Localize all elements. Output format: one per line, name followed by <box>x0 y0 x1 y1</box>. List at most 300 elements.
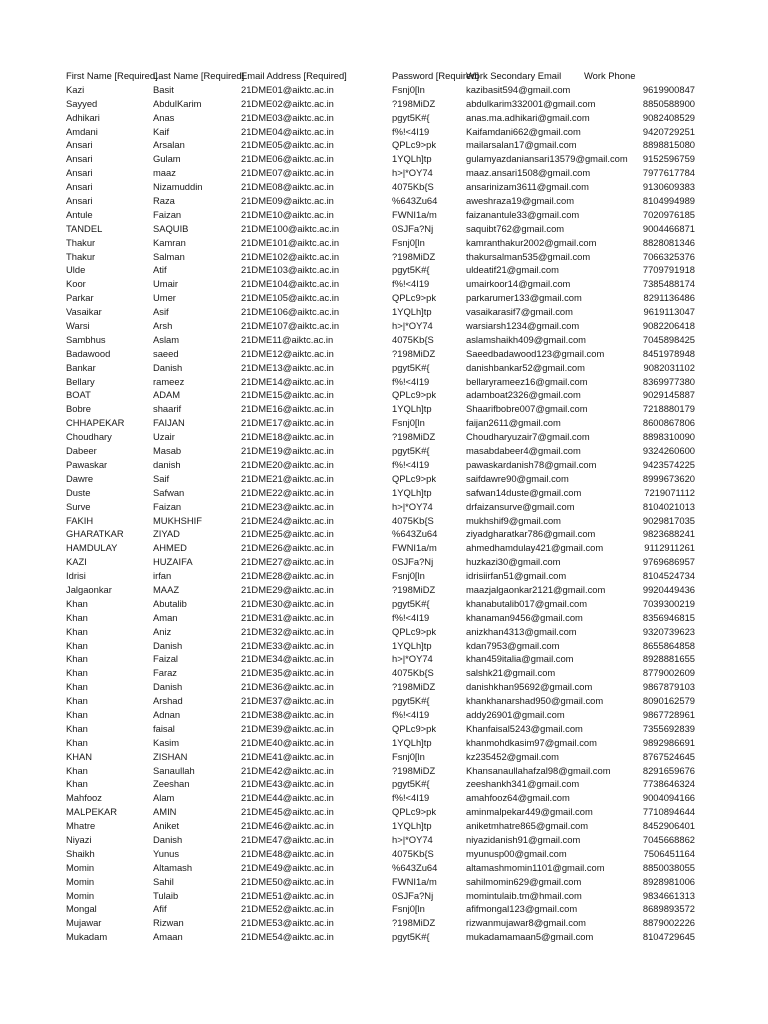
work-phone-cell[interactable]: 8928981006 <box>642 875 695 887</box>
email-cell[interactable]: 21DME22@aiktc.ac.in <box>241 486 334 498</box>
work-phone-cell[interactable]: 9867728961 <box>642 708 695 720</box>
work-phone-cell[interactable]: 9130609383 <box>642 181 695 193</box>
first-name-cell[interactable]: Shaikh <box>66 847 95 859</box>
work-phone-cell[interactable]: 7066325376 <box>642 250 695 262</box>
last-name-cell[interactable]: MUKHSHIF <box>153 514 202 526</box>
work-phone-cell[interactable]: 8369977380 <box>642 375 695 387</box>
work-phone-cell[interactable]: 8600867806 <box>642 417 695 429</box>
email-cell[interactable]: 21DME25@aiktc.ac.in <box>241 528 334 540</box>
first-name-cell[interactable]: Idrisi <box>66 570 86 582</box>
email-cell[interactable]: 21DME47@aiktc.ac.in <box>241 833 334 845</box>
work-phone-cell[interactable]: 9619900847 <box>642 83 695 95</box>
email-cell[interactable]: 21DME31@aiktc.ac.in <box>241 611 334 623</box>
secondary-email-cell[interactable]: sahilmomin629@gmail.com <box>466 875 582 887</box>
email-cell[interactable]: 21DME105@aiktc.ac.in <box>241 292 340 304</box>
secondary-email-cell[interactable]: kamranthakur2002@gmail.com <box>466 236 597 248</box>
first-name-cell[interactable]: Khan <box>66 625 88 637</box>
last-name-cell[interactable]: Altamash <box>153 861 193 873</box>
last-name-cell[interactable]: Nizamuddin <box>153 181 203 193</box>
first-name-cell[interactable]: Mhatre <box>66 820 96 832</box>
password-cell[interactable]: ?198MiDZ <box>392 250 436 262</box>
secondary-email-cell[interactable]: khanaman9456@gmail.com <box>466 611 583 623</box>
first-name-cell[interactable]: Pawaskar <box>66 458 108 470</box>
email-cell[interactable]: 21DME07@aiktc.ac.in <box>241 167 334 179</box>
secondary-email-cell[interactable]: ziyadgharatkar786@gmail.com <box>466 528 596 540</box>
password-cell[interactable]: ?198MiDZ <box>392 681 436 693</box>
last-name-cell[interactable]: Aslam <box>153 333 180 345</box>
email-cell[interactable]: 21DME39@aiktc.ac.in <box>241 722 334 734</box>
work-phone-cell[interactable]: 8104021013 <box>642 500 695 512</box>
email-cell[interactable]: 21DME41@aiktc.ac.in <box>241 750 334 762</box>
password-cell[interactable]: 0SJFa?Nj <box>392 556 434 568</box>
work-phone-cell[interactable]: 7738646324 <box>642 778 695 790</box>
email-cell[interactable]: 21DME104@aiktc.ac.in <box>241 278 340 290</box>
last-name-cell[interactable]: Danish <box>153 681 183 693</box>
secondary-email-cell[interactable]: vasaikarasif7@gmail.com <box>466 306 573 318</box>
header-secondary-email[interactable]: Work Secondary Email <box>466 70 562 81</box>
first-name-cell[interactable]: Bobre <box>66 403 92 415</box>
password-cell[interactable]: QPLc9>pk <box>392 625 437 637</box>
email-cell[interactable]: 21DME102@aiktc.ac.in <box>241 250 340 262</box>
password-cell[interactable]: pgyt5K#{ <box>392 778 430 790</box>
email-cell[interactable]: 21DME16@aiktc.ac.in <box>241 403 334 415</box>
last-name-cell[interactable]: Aniket <box>153 820 180 832</box>
first-name-cell[interactable]: GHARATKAR <box>66 528 124 540</box>
email-cell[interactable]: 21DME33@aiktc.ac.in <box>241 639 334 651</box>
work-phone-cell[interactable]: 9152596759 <box>642 153 695 165</box>
last-name-cell[interactable]: Kaif <box>153 125 170 137</box>
secondary-email-cell[interactable]: uldeatif21@gmail.com <box>466 264 559 276</box>
password-cell[interactable]: pgyt5K#{ <box>392 111 430 123</box>
last-name-cell[interactable]: Arshad <box>153 695 183 707</box>
password-cell[interactable]: f%!<4I19 <box>392 375 430 387</box>
first-name-cell[interactable]: Ansari <box>66 153 93 165</box>
work-phone-cell[interactable]: 9004094166 <box>642 792 695 804</box>
email-cell[interactable]: 21DME26@aiktc.ac.in <box>241 542 334 554</box>
work-phone-cell[interactable]: 8291136486 <box>643 292 695 304</box>
email-cell[interactable]: 21DME45@aiktc.ac.in <box>241 806 334 818</box>
work-phone-cell[interactable]: 9619113047 <box>643 306 695 318</box>
last-name-cell[interactable]: Zeeshan <box>153 778 190 790</box>
work-phone-cell[interactable]: 9004466871 <box>642 222 695 234</box>
email-cell[interactable]: 21DME30@aiktc.ac.in <box>241 597 334 609</box>
last-name-cell[interactable]: Saif <box>153 472 170 484</box>
first-name-cell[interactable]: Khan <box>66 597 88 609</box>
email-cell[interactable]: 21DME40@aiktc.ac.in <box>241 736 334 748</box>
work-phone-cell[interactable]: 9423574225 <box>642 458 695 470</box>
last-name-cell[interactable]: FAIJAN <box>153 417 185 429</box>
secondary-email-cell[interactable]: mukhshif9@gmail.com <box>466 514 561 526</box>
password-cell[interactable]: ?198MiDZ <box>392 347 436 359</box>
work-phone-cell[interactable]: 7020976185 <box>642 208 695 220</box>
first-name-cell[interactable]: Khan <box>66 708 88 720</box>
secondary-email-cell[interactable]: khanmohdkasim97@gmail.com <box>466 736 597 748</box>
password-cell[interactable]: ?198MiDZ <box>392 917 436 929</box>
work-phone-cell[interactable]: 9112911261 <box>644 542 695 554</box>
secondary-email-cell[interactable]: Choudharyuzair7@gmail.com <box>466 431 590 443</box>
last-name-cell[interactable]: Faizan <box>153 208 182 220</box>
email-cell[interactable]: 21DME06@aiktc.ac.in <box>241 153 334 165</box>
secondary-email-cell[interactable]: faizanantule33@gmail.com <box>466 208 580 220</box>
header-first-name[interactable]: First Name [Required] <box>66 70 158 81</box>
work-phone-cell[interactable]: 7385488174 <box>642 278 695 290</box>
first-name-cell[interactable]: Adhikari <box>66 111 100 123</box>
secondary-email-cell[interactable]: umairkoor14@gmail.com <box>466 278 571 290</box>
work-phone-cell[interactable]: 8689893572 <box>642 903 695 915</box>
email-cell[interactable]: 21DME36@aiktc.ac.in <box>241 681 334 693</box>
password-cell[interactable]: pgyt5K#{ <box>392 931 430 943</box>
last-name-cell[interactable]: Adnan <box>153 708 181 720</box>
password-cell[interactable]: 4075Kb{S <box>392 514 434 526</box>
email-cell[interactable]: 21DME27@aiktc.ac.in <box>241 556 334 568</box>
secondary-email-cell[interactable]: maazjalgaonkar2121@gmail.com <box>466 583 606 595</box>
header-work-phone[interactable]: Work Phone <box>584 70 636 81</box>
email-cell[interactable]: 21DME20@aiktc.ac.in <box>241 458 334 470</box>
secondary-email-cell[interactable]: gulamyazdaniansari13579@gmail.com <box>466 153 628 165</box>
last-name-cell[interactable]: Umair <box>153 278 178 290</box>
first-name-cell[interactable]: Choudhary <box>66 431 112 443</box>
email-cell[interactable]: 21DME37@aiktc.ac.in <box>241 695 334 707</box>
last-name-cell[interactable]: shaarif <box>153 403 182 415</box>
email-cell[interactable]: 21DME35@aiktc.ac.in <box>241 667 334 679</box>
password-cell[interactable]: f%!<4I19 <box>392 611 430 623</box>
last-name-cell[interactable]: Safwan <box>153 486 185 498</box>
secondary-email-cell[interactable]: afifmongal123@gmail.com <box>466 903 578 915</box>
last-name-cell[interactable]: irfan <box>153 570 172 582</box>
first-name-cell[interactable]: KAZI <box>66 556 87 568</box>
password-cell[interactable]: f%!<4I19 <box>392 458 430 470</box>
password-cell[interactable]: pgyt5K#{ <box>392 445 430 457</box>
first-name-cell[interactable]: Mukadam <box>66 931 108 943</box>
password-cell[interactable]: QPLc9>pk <box>392 722 437 734</box>
first-name-cell[interactable]: Niyazi <box>66 833 92 845</box>
work-phone-cell[interactable]: 7218880179 <box>642 403 695 415</box>
work-phone-cell[interactable]: 8767524645 <box>642 750 695 762</box>
first-name-cell[interactable]: Khan <box>66 736 88 748</box>
secondary-email-cell[interactable]: amahfooz64@gmail.com <box>466 792 570 804</box>
email-cell[interactable]: 21DME11@aiktc.ac.in <box>241 333 334 345</box>
last-name-cell[interactable]: Faizal <box>153 653 179 665</box>
secondary-email-cell[interactable]: huzkazi30@gmail.com <box>466 556 561 568</box>
secondary-email-cell[interactable]: zeeshankh341@gmail.com <box>466 778 580 790</box>
password-cell[interactable]: ?198MiDZ <box>392 583 436 595</box>
password-cell[interactable]: 0SJFa?Nj <box>392 222 434 234</box>
secondary-email-cell[interactable]: ansarinizam3611@gmail.com <box>466 181 589 193</box>
secondary-email-cell[interactable]: aslamshaikh409@gmail.com <box>466 333 586 345</box>
work-phone-cell[interactable]: 8655864858 <box>642 639 695 651</box>
first-name-cell[interactable]: Thakur <box>66 250 96 262</box>
secondary-email-cell[interactable]: warsiarsh1234@gmail.com <box>466 320 580 332</box>
secondary-email-cell[interactable]: addy26901@gmail.com <box>466 708 565 720</box>
secondary-email-cell[interactable]: kz235452@gmail.com <box>466 750 559 762</box>
first-name-cell[interactable]: Mujawar <box>66 917 102 929</box>
work-phone-cell[interactable]: 9324260600 <box>642 445 695 457</box>
password-cell[interactable]: h>|*OY74 <box>392 500 433 512</box>
secondary-email-cell[interactable]: rizwanmujawar8@gmail.com <box>466 917 586 929</box>
work-phone-cell[interactable]: 7045668862 <box>642 833 695 845</box>
work-phone-cell[interactable]: 7506451164 <box>643 847 695 859</box>
secondary-email-cell[interactable]: idrisiirfan51@gmail.com <box>466 570 567 582</box>
secondary-email-cell[interactable]: faijan2611@gmail.com <box>466 417 561 429</box>
secondary-email-cell[interactable]: myunusp00@gmail.com <box>466 847 567 859</box>
work-phone-cell[interactable]: 8898815080 <box>642 139 695 151</box>
password-cell[interactable]: 4075Kb{S <box>392 333 434 345</box>
last-name-cell[interactable]: Umer <box>153 292 176 304</box>
password-cell[interactable]: 4075Kb{S <box>392 181 434 193</box>
first-name-cell[interactable]: Kazi <box>66 83 85 95</box>
password-cell[interactable]: %643Zu64 <box>392 861 438 873</box>
password-cell[interactable]: QPLc9>pk <box>392 139 437 151</box>
email-cell[interactable]: 21DME53@aiktc.ac.in <box>241 917 334 929</box>
work-phone-cell[interactable]: 8452906401 <box>642 820 695 832</box>
secondary-email-cell[interactable]: danishbankar52@gmail.com <box>466 361 585 373</box>
first-name-cell[interactable]: FAKIH <box>66 514 94 526</box>
password-cell[interactable]: FWNI1a/m <box>392 208 437 220</box>
password-cell[interactable]: f%!<4I19 <box>392 708 430 720</box>
last-name-cell[interactable]: Sanaullah <box>153 764 195 776</box>
work-phone-cell[interactable]: 9082408529 <box>642 111 695 123</box>
secondary-email-cell[interactable]: kazibasit594@gmail.com <box>466 83 571 95</box>
email-cell[interactable]: 21DME49@aiktc.ac.in <box>241 861 334 873</box>
email-cell[interactable]: 21DME38@aiktc.ac.in <box>241 708 334 720</box>
password-cell[interactable]: 1YQLh]tp <box>392 820 432 832</box>
password-cell[interactable]: 1YQLh]tp <box>392 306 432 318</box>
work-phone-cell[interactable]: 9823688241 <box>642 528 695 540</box>
secondary-email-cell[interactable]: saquibt762@gmail.com <box>466 222 565 234</box>
work-phone-cell[interactable]: 7039300219 <box>642 597 695 609</box>
first-name-cell[interactable]: Ansari <box>66 139 93 151</box>
last-name-cell[interactable]: Faizan <box>153 500 182 512</box>
last-name-cell[interactable]: Asif <box>153 306 169 318</box>
email-cell[interactable]: 21DME100@aiktc.ac.in <box>241 222 340 234</box>
password-cell[interactable]: %643Zu64 <box>392 195 438 207</box>
email-cell[interactable]: 21DME24@aiktc.ac.in <box>241 514 334 526</box>
first-name-cell[interactable]: HAMDULAY <box>66 542 118 554</box>
last-name-cell[interactable]: danish <box>153 458 181 470</box>
secondary-email-cell[interactable]: kdan7953@gmail.com <box>466 639 560 651</box>
first-name-cell[interactable]: Khan <box>66 681 88 693</box>
first-name-cell[interactable]: Antule <box>66 208 93 220</box>
work-phone-cell[interactable]: 8850038055 <box>642 861 695 873</box>
first-name-cell[interactable]: TANDEL <box>66 222 103 234</box>
email-cell[interactable]: 21DME03@aiktc.ac.in <box>241 111 334 123</box>
work-phone-cell[interactable]: 8999673620 <box>642 472 695 484</box>
last-name-cell[interactable]: Amaan <box>153 931 183 943</box>
email-cell[interactable]: 21DME21@aiktc.ac.in <box>241 472 334 484</box>
secondary-email-cell[interactable]: adamboat2326@gmail.com <box>466 389 581 401</box>
work-phone-cell[interactable]: 8090162579 <box>642 695 695 707</box>
work-phone-cell[interactable]: 8451978948 <box>642 347 695 359</box>
email-cell[interactable]: 21DME44@aiktc.ac.in <box>241 792 334 804</box>
first-name-cell[interactable]: Khan <box>66 764 88 776</box>
password-cell[interactable]: Fsnj0[ln <box>392 417 425 429</box>
secondary-email-cell[interactable]: aniketmhatre865@gmail.com <box>466 820 589 832</box>
work-phone-cell[interactable]: 9769686957 <box>642 556 695 568</box>
first-name-cell[interactable]: Parkar <box>66 292 94 304</box>
work-phone-cell[interactable]: 9420729251 <box>642 125 695 137</box>
email-cell[interactable]: 21DME101@aiktc.ac.in <box>241 236 340 248</box>
last-name-cell[interactable]: ZISHAN <box>153 750 188 762</box>
secondary-email-cell[interactable]: khankhanarshad950@gmail.com <box>466 695 604 707</box>
secondary-email-cell[interactable]: danishkhan95692@gmail.com <box>466 681 593 693</box>
password-cell[interactable]: pgyt5K#{ <box>392 264 430 276</box>
first-name-cell[interactable]: Duste <box>66 486 91 498</box>
email-cell[interactable]: 21DME42@aiktc.ac.in <box>241 764 334 776</box>
email-cell[interactable]: 21DME106@aiktc.ac.in <box>241 306 340 318</box>
last-name-cell[interactable]: AbdulKarim <box>153 97 202 109</box>
email-cell[interactable]: 21DME32@aiktc.ac.in <box>241 625 334 637</box>
work-phone-cell[interactable]: 8928881655 <box>642 653 695 665</box>
last-name-cell[interactable]: Basit <box>153 83 174 95</box>
last-name-cell[interactable]: Tulaib <box>153 889 179 901</box>
password-cell[interactable]: Fsnj0[ln <box>392 903 425 915</box>
password-cell[interactable]: 4075Kb{S <box>392 847 434 859</box>
work-phone-cell[interactable]: 8104524734 <box>642 570 695 582</box>
secondary-email-cell[interactable]: Kaifamdani662@gmail.com <box>466 125 581 137</box>
last-name-cell[interactable]: Masab <box>153 445 182 457</box>
secondary-email-cell[interactable]: safwan14duste@gmail.com <box>466 486 582 498</box>
work-phone-cell[interactable]: 7219071112 <box>644 486 695 498</box>
password-cell[interactable]: 1YQLh]tp <box>392 486 432 498</box>
password-cell[interactable]: h>|*OY74 <box>392 653 433 665</box>
secondary-email-cell[interactable]: khan459italia@gmail.com <box>466 653 574 665</box>
email-cell[interactable]: 21DME54@aiktc.ac.in <box>241 931 334 943</box>
last-name-cell[interactable]: Rizwan <box>153 917 184 929</box>
password-cell[interactable]: %643Zu64 <box>392 528 438 540</box>
first-name-cell[interactable]: Momin <box>66 889 95 901</box>
last-name-cell[interactable]: rameez <box>153 375 185 387</box>
header-email[interactable]: Email Address [Required] <box>241 70 347 81</box>
first-name-cell[interactable]: Khan <box>66 667 88 679</box>
first-name-cell[interactable]: Momin <box>66 875 95 887</box>
password-cell[interactable]: QPLc9>pk <box>392 806 437 818</box>
last-name-cell[interactable]: Danish <box>153 833 183 845</box>
work-phone-cell[interactable]: 8356946815 <box>642 611 695 623</box>
last-name-cell[interactable]: ADAM <box>153 389 181 401</box>
secondary-email-cell[interactable]: parkarumer133@gmail.com <box>466 292 582 304</box>
email-cell[interactable]: 21DME43@aiktc.ac.in <box>241 778 334 790</box>
first-name-cell[interactable]: Ulde <box>66 264 86 276</box>
last-name-cell[interactable]: MAAZ <box>153 583 180 595</box>
email-cell[interactable]: 21DME19@aiktc.ac.in <box>241 445 334 457</box>
secondary-email-cell[interactable]: salshk21@gmail.com <box>466 667 556 679</box>
last-name-cell[interactable]: Aman <box>153 611 178 623</box>
email-cell[interactable]: 21DME10@aiktc.ac.in <box>241 208 334 220</box>
work-phone-cell[interactable]: 7709791918 <box>642 264 695 276</box>
email-cell[interactable]: 21DME02@aiktc.ac.in <box>241 97 334 109</box>
last-name-cell[interactable]: Afif <box>153 903 167 915</box>
last-name-cell[interactable]: Abutalib <box>153 597 187 609</box>
secondary-email-cell[interactable]: momintulaib.tm@hmail.com <box>466 889 582 901</box>
email-cell[interactable]: 21DME34@aiktc.ac.in <box>241 653 334 665</box>
last-name-cell[interactable]: AHMED <box>153 542 187 554</box>
first-name-cell[interactable]: Vasaikar <box>66 306 102 318</box>
email-cell[interactable]: 21DME29@aiktc.ac.in <box>241 583 334 595</box>
password-cell[interactable]: QPLc9>pk <box>392 292 437 304</box>
last-name-cell[interactable]: maaz <box>153 167 176 179</box>
email-cell[interactable]: 21DME18@aiktc.ac.in <box>241 431 334 443</box>
last-name-cell[interactable]: Yunus <box>153 847 180 859</box>
password-cell[interactable]: 1YQLh]tp <box>392 153 432 165</box>
work-phone-cell[interactable]: 7710894644 <box>642 806 695 818</box>
header-last-name[interactable]: Last Name [Required] <box>153 70 245 81</box>
secondary-email-cell[interactable]: Khansanaullahafzal98@gmail.com <box>466 764 611 776</box>
email-cell[interactable]: 21DME50@aiktc.ac.in <box>241 875 334 887</box>
first-name-cell[interactable]: Khan <box>66 778 88 790</box>
email-cell[interactable]: 21DME103@aiktc.ac.in <box>241 264 340 276</box>
first-name-cell[interactable]: Surve <box>66 500 91 512</box>
first-name-cell[interactable]: Ansari <box>66 181 93 193</box>
email-cell[interactable]: 21DME08@aiktc.ac.in <box>241 181 334 193</box>
last-name-cell[interactable]: Danish <box>153 639 183 651</box>
header-password[interactable]: Password [Required] <box>392 70 480 81</box>
email-cell[interactable]: 21DME05@aiktc.ac.in <box>241 139 334 151</box>
first-name-cell[interactable]: Khan <box>66 611 88 623</box>
first-name-cell[interactable]: KHAN <box>66 750 93 762</box>
secondary-email-cell[interactable]: altamashmomin1101@gmail.com <box>466 861 605 873</box>
work-phone-cell[interactable]: 9920449436 <box>642 583 695 595</box>
last-name-cell[interactable]: Arsalan <box>153 139 185 151</box>
first-name-cell[interactable]: Khan <box>66 639 88 651</box>
last-name-cell[interactable]: SAQUIB <box>153 222 189 234</box>
first-name-cell[interactable]: Khan <box>66 695 88 707</box>
password-cell[interactable]: pgyt5K#{ <box>392 361 430 373</box>
secondary-email-cell[interactable]: abdulkarim332001@gmail.com <box>466 97 596 109</box>
work-phone-cell[interactable]: 8104729645 <box>642 931 695 943</box>
email-cell[interactable]: 21DME17@aiktc.ac.in <box>241 417 334 429</box>
password-cell[interactable]: Fsnj0[ln <box>392 750 425 762</box>
secondary-email-cell[interactable]: maaz.ansari1508@gmail.com <box>466 167 591 179</box>
first-name-cell[interactable]: Koor <box>66 278 86 290</box>
first-name-cell[interactable]: Khan <box>66 722 88 734</box>
first-name-cell[interactable]: Bankar <box>66 361 96 373</box>
secondary-email-cell[interactable]: thakursalman535@gmail.com <box>466 250 591 262</box>
first-name-cell[interactable]: Jalgaonkar <box>66 583 112 595</box>
email-cell[interactable]: 21DME23@aiktc.ac.in <box>241 500 334 512</box>
last-name-cell[interactable]: Anas <box>153 111 175 123</box>
work-phone-cell[interactable]: 9320739623 <box>642 625 695 637</box>
password-cell[interactable]: 1YQLh]tp <box>392 736 432 748</box>
secondary-email-cell[interactable]: mukadamamaan5@gmail.com <box>466 931 594 943</box>
secondary-email-cell[interactable]: khanabutalib017@gmail.com <box>466 597 588 609</box>
password-cell[interactable]: pgyt5K#{ <box>392 597 430 609</box>
work-phone-cell[interactable]: 9867879103 <box>642 681 695 693</box>
email-cell[interactable]: 21DME09@aiktc.ac.in <box>241 195 334 207</box>
secondary-email-cell[interactable]: drfaizansurve@gmail.com <box>466 500 575 512</box>
work-phone-cell[interactable]: 9082031102 <box>643 361 695 373</box>
email-cell[interactable]: 21DME46@aiktc.ac.in <box>241 820 334 832</box>
email-cell[interactable]: 21DME48@aiktc.ac.in <box>241 847 334 859</box>
secondary-email-cell[interactable]: anizkhan4313@gmail.com <box>466 625 577 637</box>
password-cell[interactable]: f%!<4I19 <box>392 792 430 804</box>
work-phone-cell[interactable]: 8898310090 <box>642 431 695 443</box>
email-cell[interactable]: 21DME28@aiktc.ac.in <box>241 570 334 582</box>
first-name-cell[interactable]: CHHAPEKAR <box>66 417 125 429</box>
password-cell[interactable]: 4075Kb{S <box>392 667 434 679</box>
password-cell[interactable]: f%!<4I19 <box>392 125 430 137</box>
password-cell[interactable]: FWNI1a/m <box>392 875 437 887</box>
last-name-cell[interactable]: HUZAIFA <box>153 556 193 568</box>
last-name-cell[interactable]: Arsh <box>153 320 173 332</box>
work-phone-cell[interactable]: 8104994989 <box>642 195 695 207</box>
secondary-email-cell[interactable]: aweshraza19@gmail.com <box>466 195 575 207</box>
secondary-email-cell[interactable]: niyazidanish91@gmail.com <box>466 833 581 845</box>
email-cell[interactable]: 21DME12@aiktc.ac.in <box>241 347 334 359</box>
password-cell[interactable]: Fsnj0[ln <box>392 83 425 95</box>
first-name-cell[interactable]: Mahfooz <box>66 792 102 804</box>
first-name-cell[interactable]: MALPEKAR <box>66 806 118 818</box>
last-name-cell[interactable]: Uzair <box>153 431 175 443</box>
